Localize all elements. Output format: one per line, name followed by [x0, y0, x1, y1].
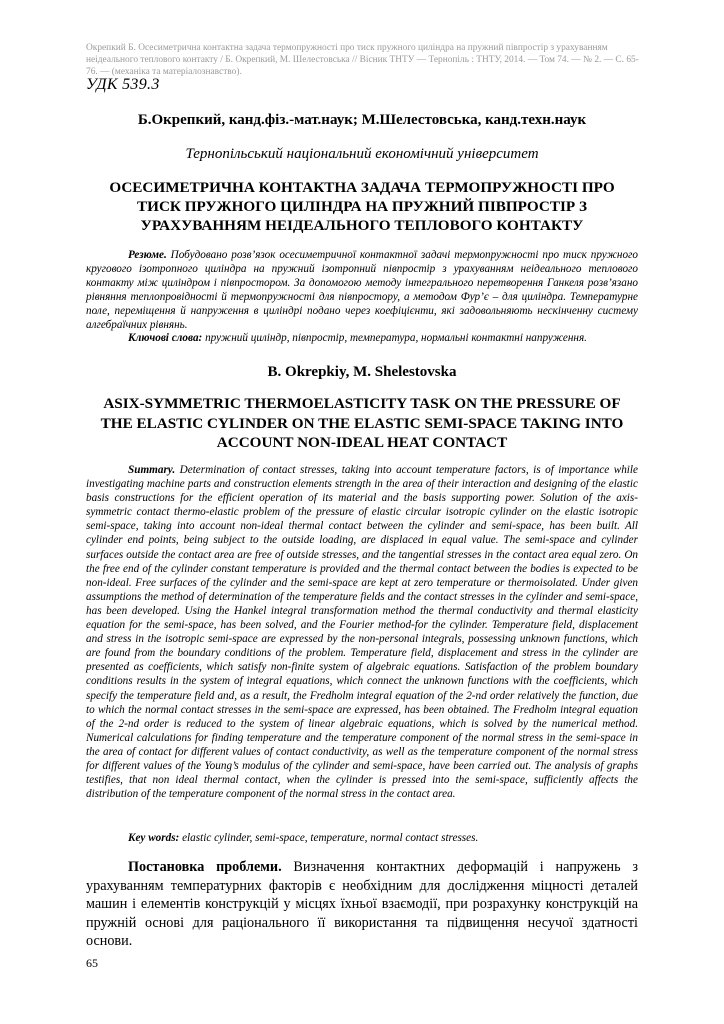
body-paragraph: [86, 858, 638, 951]
keywords-en-label: Key words:: [128, 832, 180, 844]
authors-en: B. Okrepkiy, M. Shelestovska: [267, 364, 457, 380]
abstract-ua-text: Побудовано розв’язок осесиметричної контактної задачі термопружності про тиск пружного кругового ізотропного циліндра на пружний ізотропний півпростір з урахуванням неідеального теплового контакту між циліндром і півпростором. За допомогою методу інтегрального перетворення Ганкеля розв’язано рівняння теплопровідності й термопружності для півпростору, а методом Фур’є – для циліндра. Температурне поле, переміщення й напруження в циліндрі подано через коефіцієнти, які задовольняють нескінченну систему алгебраїчних рівнянь.: [86, 249, 638, 332]
udk-code: УДК 539.3: [86, 76, 160, 93]
affiliation-ua: Тернопільський національний економічний університет: [185, 146, 539, 162]
keywords-ua: [86, 332, 638, 344]
page-number: 65: [86, 956, 98, 970]
abstract-ua-label: Резюме.: [128, 249, 167, 261]
keywords-ua-label: Ключові слова:: [128, 332, 203, 344]
body-section-text: Визначення контактних деформацій і напружень з урахуванням температурних факторів є необхідним для дослідження міцності деталей машин і елементів конструкцій у місцях їхньої взаємодії, при розрахунку конструкцій на пружній основі для раціонального її використання та підвищення несучої здатності основи.: [86, 859, 638, 950]
keywords-en-text: elastic cylinder, semi-space, temperature, normal contact stresses.: [179, 832, 479, 844]
body-section-label: Постановка проблеми.: [128, 859, 282, 875]
title-en: ASIX-SYMMETRIC THERMOELASTICITY TASK ON THE PRESSURE OF THE ELASTIC CYLINDER ON THE ELASTIC SEMI-SPACE TAKING INTO ACCOUNT NON-IDEAL HEAT CONTACT: [100, 395, 624, 452]
abstract-ua: [86, 248, 638, 333]
keywords-ua-text: пружний циліндр, півпростір, температура, нормальні контактні напруження.: [202, 332, 587, 344]
abstract-en: [86, 463, 638, 801]
abstract-en-text: Determination of contact stresses, taking into account temperature factors, is of importance while investigating machine parts and construction elements strength in the area of their interaction and designing of the elastic basis constructions for the efficient operation of its material and the basis supporting power. Solution of the axis-symmetric contact thermo-elastic problem of the pressure of elastic circular isotropic cylinder on the elastic isotropic semi-space, taking into account non-ideal thermal contact between the cylinder and semi-space, has been built. All cylinder end points, being subject to the outside loading, are displaced in equal value. The semi-space and cylinder surfaces outside the contact area are free of outside stresses, and the tangential stresses in the contact area equal zero. On the free end of the cylinder constant temperature is provided and the thermal contact between the bodies is expected to be non-ideal. Free surfaces of the cylinder and the semi-space are kept at zero temperature or thermoisolated. Under given assumptions the method of determination of the temperature fields and the contact stresses in the cylinder and semi-space, has been developed. Using the Hankel integral transformation method the thermal conductivity and thermal elasticity equation for the semi-space, has been solved, and the Fourier method-for the cylinder. Temperature field, displacement and stress in the isotropic semi-space are expressed by the non-personal integrals, possessing unknown functions, which are found from the boundary conditions of the problem. Temperature field, displacement and stress in the cylinder are presented as coefficients, which satisfy non-finite system of algebraic equations. Satisfaction of the problem boundary conditions results in the system of integral equations, which connect the unknown functions with the coefficients, which specify the temperature field and, as a result, the Fredholm integral equation of the 2-nd order relatively the function, due to which the normal contact stresses in the semi-space are expressed, has been obtained. The Fredholm integral equation of the 2-nd order is reduced to the system of linear algebraic equations, which is solved by the numerical method. Numerical calculations for finding temperature and the temperature component of the normal stress in the semi-space in the area of contact for different values of contact conductivity, as well as the temperature component of the normal stress for different values of the Young’s modulus of the cylinder and semi-space, have been carried out. The analysis of graphs testifies, that non ideal thermal contact, when the cylinder is pressed into the semi-space, sufficiently affects the distribution of the temperature component of the normal stress in the contact area.: [86, 464, 638, 801]
keywords-en: [86, 832, 638, 844]
authors-ua: Б.Окрепкий, канд.фіз.-мат.наук; М.Шелестовська, канд.техн.наук: [137, 112, 587, 128]
title-ua: ОСЕСИМЕТРИЧНА КОНТАКТНА ЗАДАЧА ТЕРМОПРУЖНОСТІ ПРО ТИСК ПРУЖНОГО ЦИЛІНДРА НА ПРУЖНИЙ ПІВПРОСТІР З УРАХУВАННЯМ НЕІДЕАЛЬНОГО ТЕПЛОВОГО КОНТАКТУ: [109, 179, 615, 234]
abstract-en-label: Summary.: [128, 464, 176, 476]
citation-header: Окрепкий Б. Осесиметрична контактна задача термопружності про тиск пружного циліндра на пружний півпростір з урахуванням неідеального теплового контакту / Б. Окрепкий, М. Шелестовська // Вісник ТНТУ — Тернопіль : ТНТУ, 2014. — Том 74. — № 2. — С. 65-76. — (механіка та матеріалознавство).: [86, 43, 639, 77]
